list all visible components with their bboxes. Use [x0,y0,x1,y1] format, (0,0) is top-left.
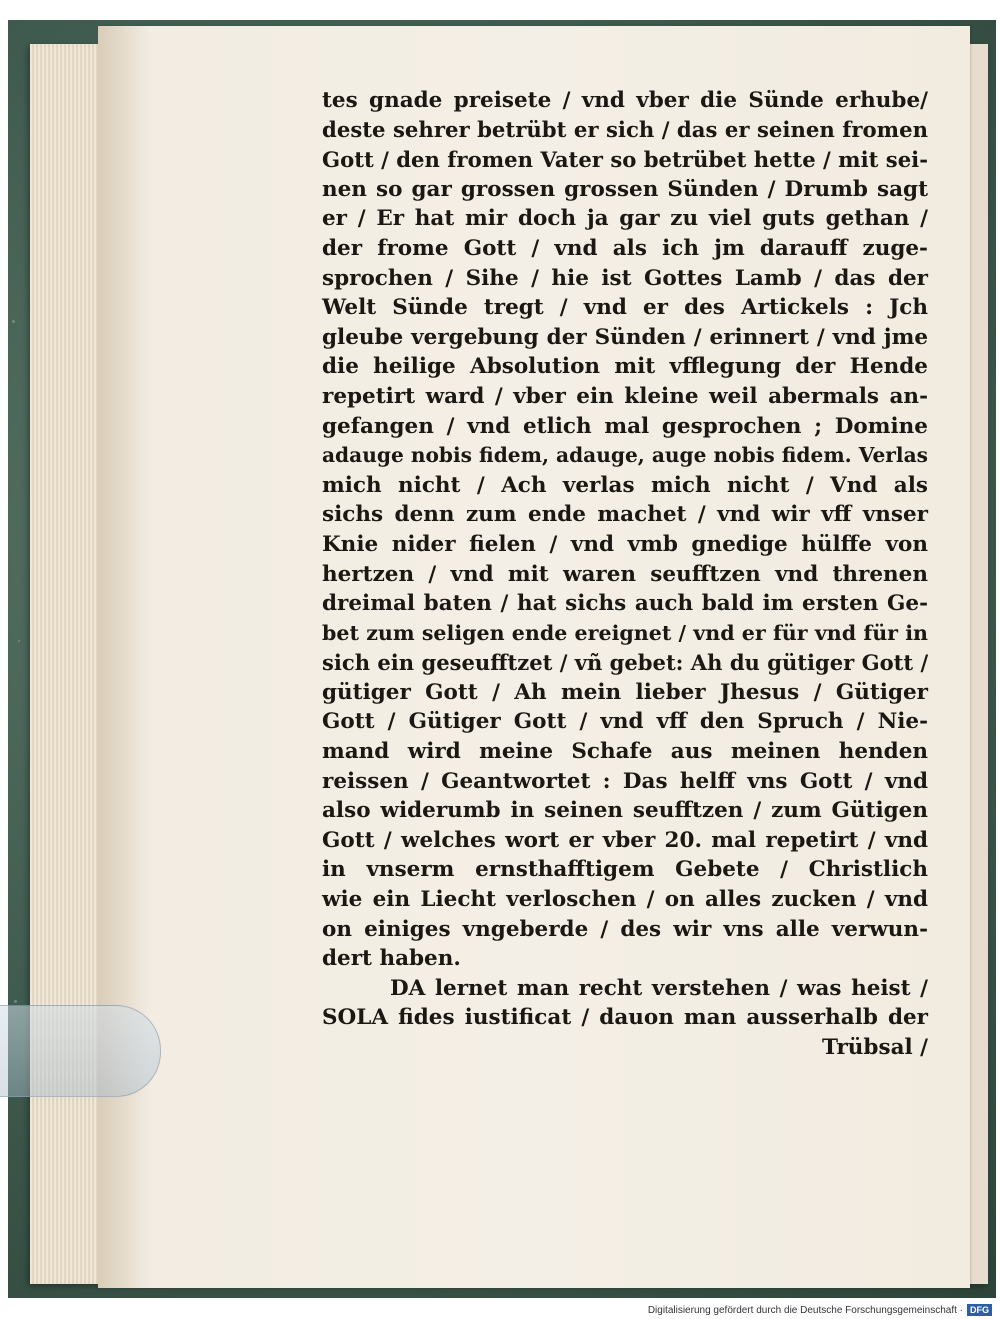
text-line: in vnserm ernsthafftigem Gebete / Christlich [322,857,928,883]
text-line: Gott / welches wort er vber 20. mal repetirt / vnd [322,827,928,853]
text-line: dert haben. [322,946,461,972]
text-line: die heilige Absolution mit vfflegung der Hende [322,354,928,380]
text-line: DA lernet man recht verstehen / was heist / [390,975,928,1001]
catchword: Trübsal / [822,1035,928,1060]
page-edges [30,44,102,1284]
text-line: Gott / Gütiger Gott / vnd vff den Spruch / Nie- [322,709,928,735]
text-line: Gott / den fromen Vater so betrübet hette / mit sei- [322,147,928,173]
text-line: gefangen / vnd etlich mal gesprochen ; Domine [322,413,928,439]
text-line: repetirt ward / vber ein kleine weil abermals an- [322,383,928,409]
text-line: er / Er hat mir doch ja gar zu viel guts gethan / [322,206,928,232]
text-block [322,86,928,1063]
text-line: dreimal baten / hat sichs auch bald im ersten Ge- [322,591,928,617]
text-line: deste sehrer betrübt er sich / das er seinen fromen [322,117,928,143]
text-line: bet zum seligen ende ereignet / vnd er für vnd für in [322,620,928,645]
text-line: nen so gar grossen grossen Sünden / Drumb sagt [322,176,928,202]
text-line: adauge nobis fidem, adauge, auge nobis fidem. Verlas [322,443,928,468]
text-line: gleube vergebung der Sünden / erinnert / vnd jme [322,324,928,350]
text-line: wie ein Liecht verloschen / on alles zucken / vnd [322,887,928,913]
text-line: Knie nider fielen / vnd vmb gnedige hülffe von [322,531,928,557]
footer-credit: Digitalisierung gefördert durch die Deutsche Forschungsgemeinschaft · [647,1304,963,1316]
text-line: also widerumb in seinen seufftzen / zum Gütigen [322,798,928,824]
text-line: Welt Sünde tregt / vnd er des Artickels : Jch [322,295,928,321]
dfg-footer [648,1303,992,1317]
text-line: sich ein geseufftzet / vñ gebet: Ah du gütiger Gott / [322,650,929,676]
text-line: mich nicht / Ach verlas mich nicht / Vnd als [322,472,928,498]
page-clip [0,1005,161,1097]
text-line: SOLA fides iustificat / dauon man ausserhalb der [322,1005,928,1031]
text-line: sprochen / Sihe / hie ist Gottes Lamb / das der [322,265,928,291]
text-line: tes gnade preisete / vnd vber die Sünde erhube/ [322,88,928,113]
dfg-logo: DFG [967,1304,992,1316]
text-line: hertzen / vnd mit waren seufftzen vnd threnen [322,561,928,587]
cover-speck [18,640,20,642]
cover-speck [12,320,15,323]
text-line: gütiger Gott / Ah mein lieber Jhesus / Gütiger [322,679,928,705]
text-line: on einiges vngeberde / des wir vns alle verwun- [322,916,928,942]
text-line: mand wird meine Schafe aus meinen henden [322,739,928,765]
text-line: reissen / Geantwortet : Das helff vns Gott / vnd [322,768,928,794]
cover-speck [14,1000,17,1003]
text-line: der frome Gott / vnd als ich jm darauff zuge- [322,235,928,261]
text-line: sichs denn zum ende machet / vnd wir vff vnser [322,502,928,528]
